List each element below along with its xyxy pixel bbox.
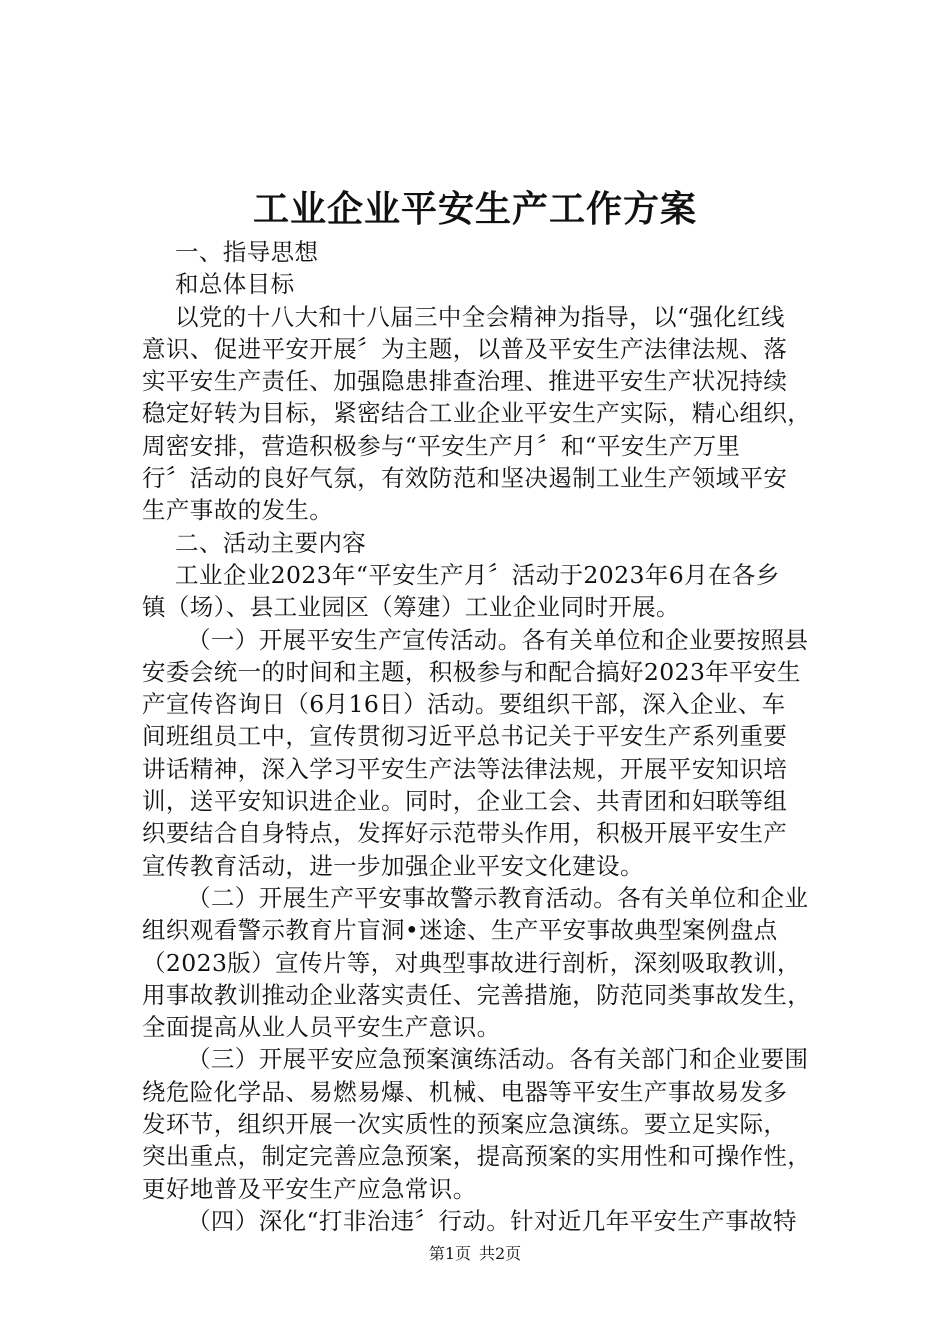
paragraph-line: 间班组员工中，宣传贯彻习近平总书记关于平安生产系列重要 <box>142 722 788 751</box>
section-heading: 二、活动主要内容 <box>175 528 367 557</box>
text-line: 和总体目标 <box>175 270 295 299</box>
paragraph-line: 全面提高从业人员平安生产意识。 <box>142 1013 501 1042</box>
paragraph-line: 镇（场）、县工业园区（筹建）工业企业同时开展。 <box>142 593 680 622</box>
paragraph-line: 宣传教育活动，进一步加强企业平安文化建设。 <box>142 851 644 880</box>
paragraph-line: 以党的十八大和十八届三中全会精神为指导，以“强化红线 <box>175 302 785 331</box>
paragraph-line: 更好地普及平安生产应急常识。 <box>142 1174 477 1203</box>
paragraph-line: 工业企业2023年“平安生产月〞活动于2023年6月在各乡 <box>175 560 780 589</box>
page-number: 第1页 <box>428 1244 471 1263</box>
paragraph-line: 讲话精神，深入学习平安生产法等法律法规，开展平安知识培 <box>142 754 788 783</box>
paragraph-line: 突出重点，制定完善应急预案，提高预案的实用性和可操作性， <box>142 1142 812 1171</box>
page-footer <box>0 1242 950 1266</box>
paragraph-line: 组织观看警示教育片盲洞•迷途、生产平安事故典型案例盘点 <box>142 916 778 945</box>
paragraph-line: 用事故教训推动企业落实责任、完善措施，防范同类事故发生， <box>142 980 812 1009</box>
section-heading: 一、指导思想 <box>175 238 319 266</box>
paragraph-line: 行〞活动的良好气氛，有效防范和坚决遏制工业生产领域平安 <box>142 464 788 493</box>
paragraph-line: 产宣传咨询日（6月16日）活动。要组织干部，深入企业、车 <box>142 690 786 719</box>
paragraph-line: （一）开展平安生产宣传活动。各有关单位和企业要按照县 <box>187 625 809 654</box>
paragraph-line: 意识、促进平安开展〞为主题，以普及平安生产法律法规、落 <box>142 334 788 363</box>
paragraph-line: 安委会统一的时间和主题，积极参与和配合搞好2023年平安生 <box>142 657 801 686</box>
paragraph-line: （四）深化“打非治违〞行动。针对近几年平安生产事故特 <box>187 1206 797 1235</box>
paragraph-line: 周密安排，营造积极参与“平安生产月〞和“平安生产万里 <box>142 431 741 460</box>
paragraph-line: 织要结合自身特点，发挥好示范带头作用，积极开展平安生产 <box>142 819 788 848</box>
paragraph-line: 绕危险化学品、易燃易爆、机械、电器等平安生产事故易发多 <box>142 1077 788 1106</box>
paragraph-line: 训，送平安知识进企业。同时，企业工会、共青团和妇联等组 <box>142 787 788 816</box>
document-body <box>142 236 842 1237</box>
paragraph-line: 实平安生产责任、加强隐患排查治理、推进平安生产状况持续 <box>142 367 788 396</box>
paragraph-line: 发环节，组织开展一次实质性的预案应急演练。要立足实际， <box>142 1110 788 1139</box>
paragraph-line: （三）开展平安应急预案演练活动。各有关部门和企业要围 <box>187 1045 809 1074</box>
paragraph-line: （2023版）宣传片等，对典型事故进行剖析，深刻吸取教训， <box>142 948 801 977</box>
paragraph-line: 生产事故的发生。 <box>142 496 334 525</box>
paragraph-line: 稳定好转为目标，紧密结合工业企业平安生产实际，精心组织， <box>142 399 812 428</box>
paragraph-line: （二）开展生产平安事故警示教育活动。各有关单位和企业 <box>187 883 809 912</box>
document-title: 工业企业平安生产工作方案 <box>252 188 697 230</box>
page-total: 共2页 <box>479 1244 522 1263</box>
